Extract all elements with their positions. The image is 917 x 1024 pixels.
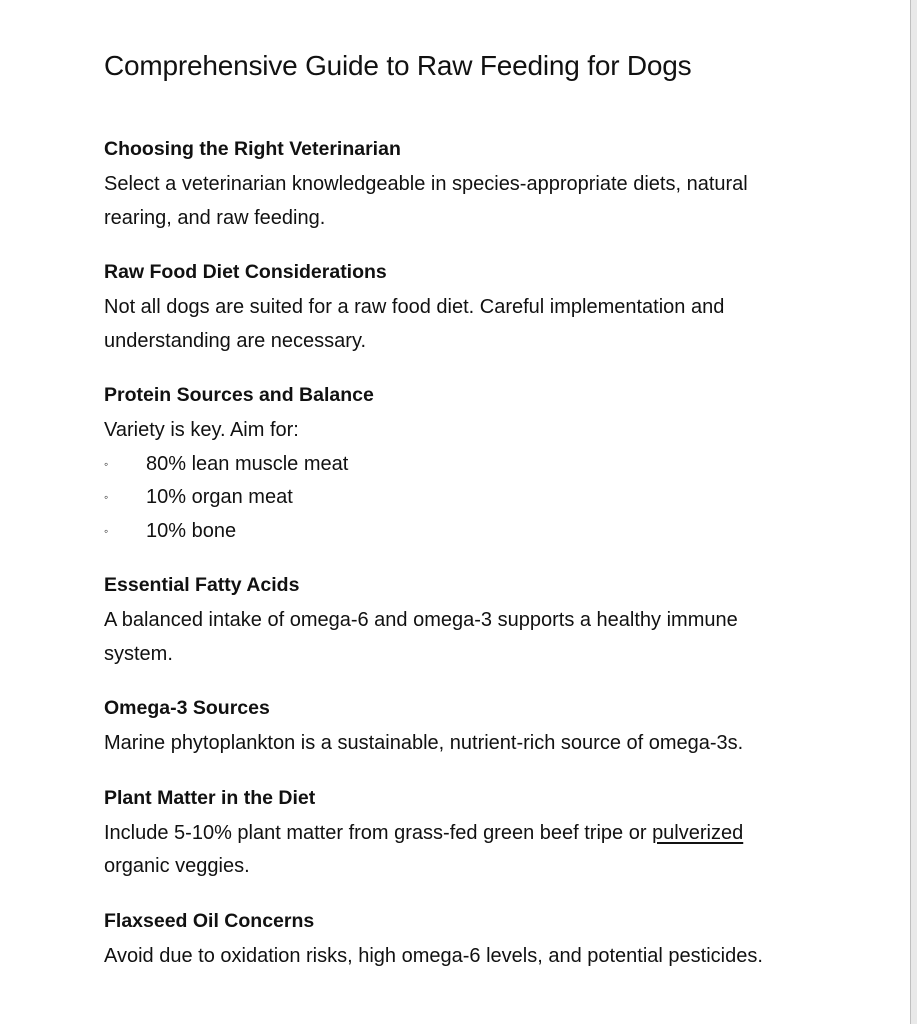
- list-item-text: 10% bone: [146, 519, 237, 542]
- document-title: Comprehensive Guide to Raw Feeding for Dogs: [104, 50, 692, 81]
- page-edge-scrollbar: [910, 0, 917, 1024]
- section-heading: Raw Food Diet Considerations: [104, 261, 387, 283]
- section-omega3: [104, 693, 804, 761]
- list-item-text: 80% lean muscle meat: [146, 452, 349, 475]
- section-fatty-acids: [104, 570, 804, 671]
- section-body: Avoid due to oxidation risks, high omega-6 levels, and potential pesticides.: [104, 944, 763, 967]
- list-item: [104, 481, 804, 515]
- document-body: [104, 46, 804, 995]
- list-item-text: 10% organ meat: [146, 486, 293, 508]
- section-raw-diet: [104, 257, 804, 358]
- section-veterinarian: [104, 134, 804, 235]
- body-text-after: organic veggies.: [104, 855, 250, 877]
- section-body: Select a veterinarian knowledgeable in species-appropriate diets, natural rearing, and raw feeding.: [104, 173, 748, 229]
- protein-list: [104, 448, 804, 549]
- section-heading: Choosing the Right Veterinarian: [104, 138, 401, 160]
- section-protein: [104, 380, 804, 548]
- list-item: [104, 448, 804, 482]
- section-body: A balanced intake of omega-6 and omega-3 supports a healthy immune system.: [104, 609, 738, 665]
- section-body: Variety is key. Aim for:: [104, 419, 299, 441]
- section-flaxseed: [104, 906, 804, 974]
- section-body: Marine phytoplankton is a sustainable, nutrient-rich source of omega-3s.: [104, 732, 744, 754]
- section-body: Not all dogs are suited for a raw food diet. Careful implementation and understanding are necessary.: [104, 296, 725, 352]
- section-heading: Protein Sources and Balance: [104, 384, 374, 406]
- section-heading: Flaxseed Oil Concerns: [104, 909, 315, 932]
- section-body: [104, 817, 804, 884]
- list-item: [104, 515, 804, 549]
- bullet-icon: ◦: [104, 490, 109, 504]
- underlined-word: pulverized: [652, 821, 744, 844]
- section-heading: Plant Matter in the Diet: [104, 786, 316, 809]
- body-text-before: Include 5-10% plant matter from grass-fed green beef tripe or: [104, 821, 653, 844]
- bullet-icon: ◦: [104, 456, 109, 471]
- section-plant-matter: [104, 783, 804, 884]
- bullet-icon: ◦: [104, 523, 109, 538]
- section-heading: Essential Fatty Acids: [104, 574, 300, 596]
- section-heading: Omega-3 Sources: [104, 697, 270, 719]
